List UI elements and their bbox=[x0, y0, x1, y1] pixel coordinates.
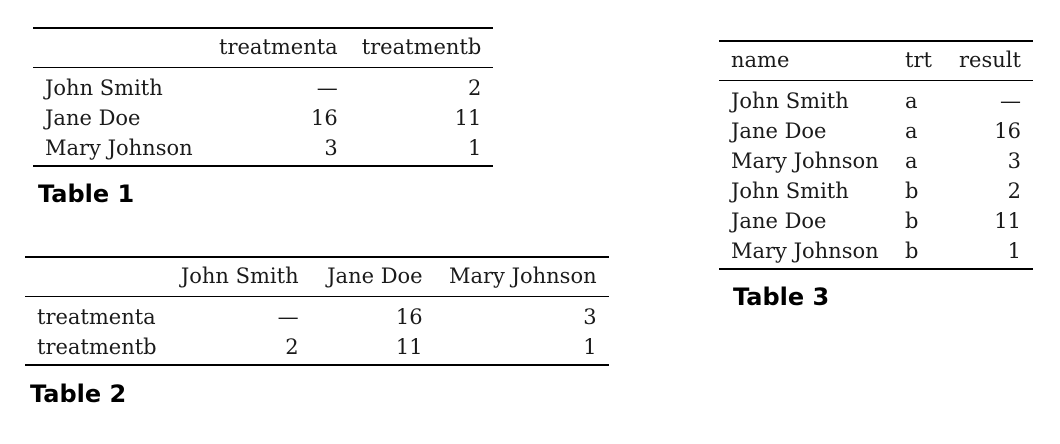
table-cell: b bbox=[905, 179, 919, 203]
table-row bbox=[719, 206, 1033, 236]
column-header bbox=[33, 28, 207, 68]
table-cell: 1 bbox=[947, 236, 1033, 269]
table-cell: 16 bbox=[310, 106, 338, 130]
table-1 bbox=[33, 27, 493, 167]
column-header: Mary Johnson bbox=[435, 257, 609, 297]
table-cell: 1 bbox=[350, 133, 494, 166]
table-cell: treatmenta bbox=[37, 305, 156, 329]
table-cell: 11 bbox=[454, 106, 482, 130]
table-2 bbox=[25, 256, 609, 366]
table-cell: John Smith bbox=[731, 89, 849, 113]
table-cell: 11 bbox=[994, 209, 1021, 233]
table-cell: — bbox=[999, 89, 1021, 113]
column-header: Jane Doe bbox=[311, 257, 435, 297]
table-row bbox=[719, 236, 1033, 269]
table-cell: — bbox=[316, 76, 338, 100]
table-cell: John Smith bbox=[731, 179, 849, 203]
table-cell: Mary Johnson bbox=[731, 149, 879, 173]
table-cell: Jane Doe bbox=[45, 106, 141, 130]
table-cell: 3 bbox=[1007, 149, 1021, 173]
column-header bbox=[25, 257, 169, 297]
table-3-caption: Table 3 bbox=[733, 283, 830, 311]
table-header-row bbox=[719, 41, 1033, 81]
table-header-row bbox=[33, 28, 493, 68]
column-header: John Smith bbox=[169, 257, 311, 297]
table-cell: — bbox=[277, 305, 299, 329]
table-cell: 2 bbox=[1007, 179, 1021, 203]
table-row bbox=[719, 81, 1033, 117]
table-cell: 2 bbox=[169, 332, 311, 365]
table-row bbox=[719, 146, 1033, 176]
table-row bbox=[33, 68, 493, 104]
column-header: treatmentb bbox=[350, 28, 494, 68]
table-cell: 3 bbox=[207, 133, 350, 166]
table-3 bbox=[719, 40, 1033, 270]
table-1-caption: Table 1 bbox=[38, 180, 135, 208]
table-cell: Jane Doe bbox=[731, 209, 827, 233]
column-header: treatmenta bbox=[207, 28, 350, 68]
table-cell: b bbox=[893, 236, 947, 269]
table-cell: 2 bbox=[467, 76, 482, 100]
table-cell: treatmentb bbox=[25, 332, 169, 365]
column-header: trt bbox=[893, 41, 947, 81]
table-cell: 16 bbox=[994, 119, 1021, 143]
table-cell: Mary Johnson bbox=[719, 236, 893, 269]
table-cell: a bbox=[905, 119, 918, 143]
table-cell: 11 bbox=[311, 332, 435, 365]
table-row bbox=[719, 176, 1033, 206]
column-header: result bbox=[947, 41, 1033, 81]
column-header: name bbox=[719, 41, 893, 81]
table-header-row bbox=[25, 257, 609, 297]
table-cell: a bbox=[905, 149, 918, 173]
table-row bbox=[25, 297, 609, 333]
table-cell: b bbox=[905, 209, 919, 233]
table-cell: Mary Johnson bbox=[33, 133, 207, 166]
table-row bbox=[33, 103, 493, 133]
table-cell: John Smith bbox=[45, 76, 163, 100]
table-row bbox=[33, 133, 493, 166]
table-cell: 1 bbox=[435, 332, 609, 365]
table-row bbox=[719, 116, 1033, 146]
table-2-caption: Table 2 bbox=[30, 380, 127, 408]
table-cell: 3 bbox=[583, 305, 597, 329]
table-cell: a bbox=[905, 89, 918, 113]
table-cell: 16 bbox=[395, 305, 423, 329]
table-row bbox=[25, 332, 609, 365]
table-cell: Jane Doe bbox=[731, 119, 827, 143]
